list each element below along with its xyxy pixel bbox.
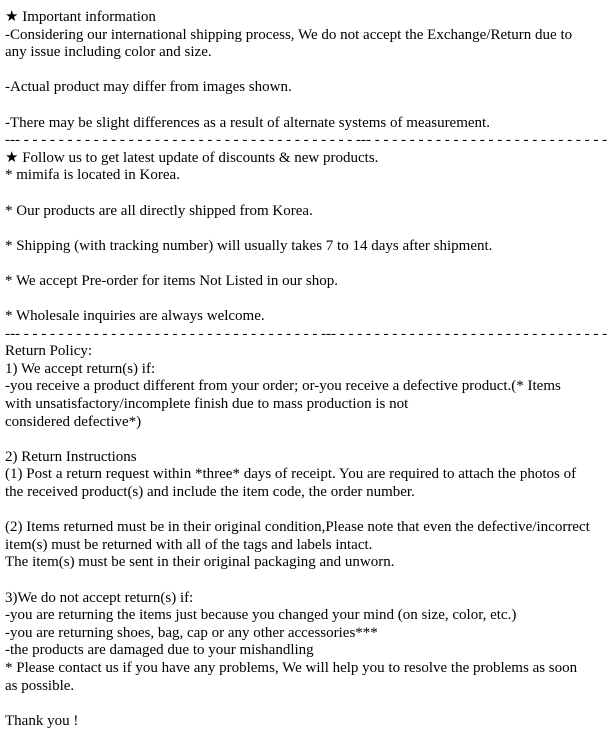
dashed-separator: --- - - - - - - - - - - - - - - - - - - - - - - - - - - - - - - - - - - --- - - - - - - - - - - - - - - - - - - - - - - - - - - - - - - - [5,325,608,342]
blank-line [5,97,611,115]
text-line: considered defective*) [5,413,142,430]
text-line: Return Policy: [5,343,93,360]
blank-line [5,220,611,238]
text-line: as possible. [5,677,75,694]
blank-line [5,185,611,203]
blank-line [5,695,611,713]
text-line: ★ Important information [5,9,156,25]
text-line: -you are returning the items just because you changed your mind (on size, color, etc.) [5,607,517,624]
text-line: * mimifa is located in Korea. [5,167,180,184]
text-line: 2) Return Instructions [5,448,137,465]
text-line: -the products are damaged due to your mishandling [5,642,314,659]
text-line: * Wholesale inquiries are always welcome. [5,308,265,325]
text-line: any issue including color and size. [5,44,212,61]
text-line: item(s) must be returned with all of the tags and labels intact. [5,536,373,553]
text-line: -There may be slight differences as a result of alternate systems of measurement. [5,114,490,131]
text-line: ★ Follow us to get latest update of discounts & new products. [5,149,379,166]
blank-line [5,572,611,590]
blank-line [5,255,611,273]
text-line: 1) We accept return(s) if: [5,360,156,377]
text-line: with unsatisfactory/incomplete finish due to mass production is not [5,396,409,413]
blank-line [5,502,611,520]
blank-line [5,431,611,449]
text-line: (1) Post a return request within *three* days of receipt. You are required to attach the photos of [5,466,577,483]
text-line: * We accept Pre-order for items Not Listed in our shop. [5,272,339,289]
dashed-separator: --- - - - - - - - - - - - - - - - - - - - - - - - - - - - - - - - - - - - - - - --- - - - - - - - - - - - - - - - - - - - - - - - - - - - [5,132,608,149]
text-line: Thank you ! [5,712,79,729]
blank-line [5,291,611,309]
text-line: * Please contact us if you have any problems, We will help you to resolve the problems as soon [5,659,578,676]
text-line: -you are returning shoes, bag, cap or any other accessories*** [5,624,378,641]
text-line: * Shipping (with tracking number) will usually takes 7 to 14 days after shipment. [5,237,493,254]
text-line: (2) Items returned must be in their original condition,Please note that even the defective/incorrect [5,519,590,536]
text-line: 3)We do not accept return(s) if: [5,589,194,606]
text-line: -Actual product may differ from images shown. [5,79,292,96]
text-line: -Considering our international shipping process, We do not accept the Exchange/Return due to [5,26,573,43]
blank-line [5,62,611,80]
text-line: * Our products are all directly shipped from Korea. [5,202,313,219]
text-line: -you receive a product different from your order; or-you receive a defective product.(* Items [5,378,561,395]
text-line: the received product(s) and include the item code, the order number. [5,484,415,501]
text-line: The item(s) must be sent in their original packaging and unworn. [5,554,395,571]
